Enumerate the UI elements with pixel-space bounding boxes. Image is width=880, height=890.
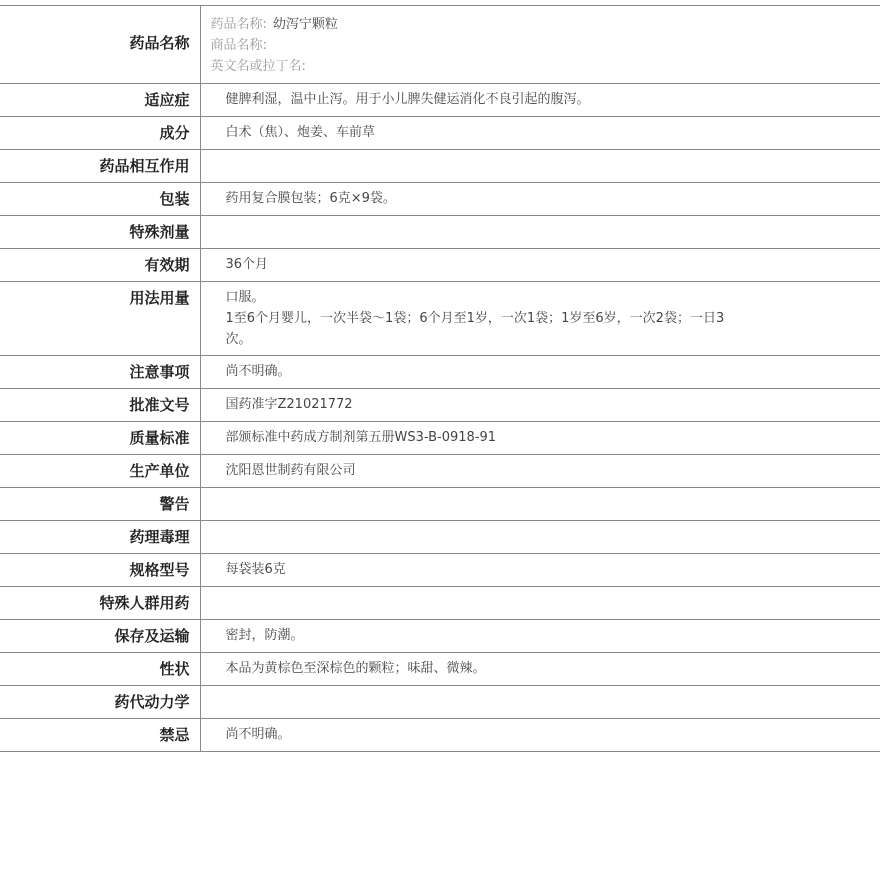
english-name-line — [211, 56, 871, 77]
generic-name-line — [211, 14, 871, 35]
row-contraindications — [0, 719, 880, 752]
row-value — [200, 488, 880, 521]
english-name-key: 英文名或拉丁名: — [210, 59, 306, 74]
row-storage-transport — [0, 620, 880, 653]
row-pharmacokinetics — [0, 686, 880, 719]
row-quality-standard — [0, 422, 880, 455]
row-value — [200, 587, 880, 620]
row-specification — [0, 554, 880, 587]
row-label: 成分 — [0, 117, 200, 150]
row-value — [200, 686, 880, 719]
row-value: 本品为黄棕色至深棕色的颗粒；味甜、微辣。 — [200, 653, 880, 686]
row-special-dosage — [0, 216, 880, 249]
row-value: 部颁标准中药成方制剂第五册WS3-B-0918-91 — [200, 422, 880, 455]
row-approval-number — [0, 389, 880, 422]
row-value: 药用复合膜包装；6克×9袋。 — [200, 183, 880, 216]
row-label: 特殊剂量 — [0, 216, 200, 249]
row-interactions — [0, 150, 880, 183]
row-usage-dosage — [0, 282, 880, 356]
row-packaging — [0, 183, 880, 216]
usage-text — [226, 287, 746, 350]
row-indications — [0, 84, 880, 117]
drug-info-table — [0, 5, 880, 752]
row-label: 用法用量 — [0, 282, 200, 356]
row-label: 质量标准 — [0, 422, 200, 455]
trade-name-key: 商品名称: — [210, 38, 267, 53]
row-appearance — [0, 653, 880, 686]
row-value — [200, 216, 880, 249]
row-label: 注意事项 — [0, 356, 200, 389]
row-label: 警告 — [0, 488, 200, 521]
row-precautions — [0, 356, 880, 389]
row-value — [200, 150, 880, 183]
row-label-drug-name: 药品名称 — [0, 6, 200, 84]
row-label: 生产单位 — [0, 455, 200, 488]
row-value: 每袋装6克 — [200, 554, 880, 587]
row-label: 包装 — [0, 183, 200, 216]
row-value: 白术（焦）、炮姜、车前草 — [200, 117, 880, 150]
row-pharmacology-toxicology — [0, 521, 880, 554]
generic-name-value: 幼泻宁颗粒 — [272, 17, 338, 32]
row-drug-name — [0, 6, 880, 84]
row-value-drug-name — [200, 6, 880, 84]
row-ingredients — [0, 117, 880, 150]
row-value: 国药准字Z21021772 — [200, 389, 880, 422]
row-value — [200, 282, 880, 356]
generic-name-key: 药品名称: — [210, 17, 267, 32]
row-label: 药理毒理 — [0, 521, 200, 554]
trade-name-line — [211, 35, 871, 56]
usage-line: 口服。 — [225, 290, 265, 305]
usage-line: 1至6个月婴儿，一次半袋～1袋；6个月至1岁，一次1袋；1岁至6岁，一次2袋；一日3次。 — [225, 311, 725, 347]
row-value: 尚不明确。 — [200, 719, 880, 752]
row-special-populations — [0, 587, 880, 620]
row-value: 尚不明确。 — [200, 356, 880, 389]
row-value: 密封，防潮。 — [200, 620, 880, 653]
row-label: 禁忌 — [0, 719, 200, 752]
row-label: 有效期 — [0, 249, 200, 282]
row-label: 适应症 — [0, 84, 200, 117]
row-warnings — [0, 488, 880, 521]
row-label: 批准文号 — [0, 389, 200, 422]
row-label: 保存及运输 — [0, 620, 200, 653]
row-value — [200, 521, 880, 554]
row-value: 健脾利湿，温中止泻。用于小儿脾失健运消化不良引起的腹泻。 — [200, 84, 880, 117]
row-shelf-life — [0, 249, 880, 282]
row-label: 药代动力学 — [0, 686, 200, 719]
row-value: 沈阳恩世制药有限公司 — [200, 455, 880, 488]
row-label: 特殊人群用药 — [0, 587, 200, 620]
row-label: 药品相互作用 — [0, 150, 200, 183]
row-label: 规格型号 — [0, 554, 200, 587]
row-label: 性状 — [0, 653, 200, 686]
row-value: 36个月 — [200, 249, 880, 282]
row-manufacturer — [0, 455, 880, 488]
